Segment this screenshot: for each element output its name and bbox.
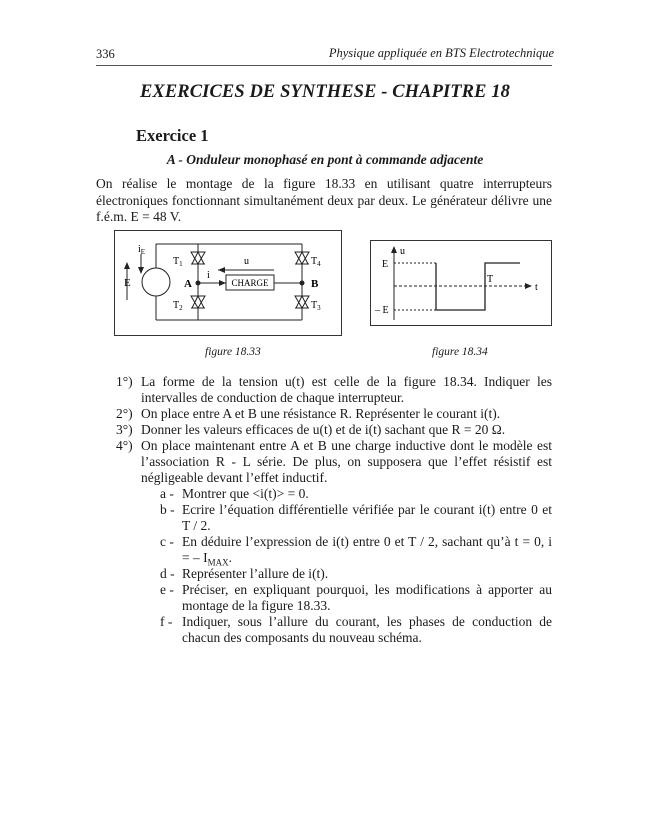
subquestion-letter: d - — [160, 566, 175, 581]
question-text: On place maintenant entre A et B une charge inductive dont le modèle est l’association R - L série. De plus, on supposera que l’effet résistif est négligeable devant l’effet inductif. — [141, 438, 552, 485]
label-u: u — [244, 256, 249, 267]
exercise-heading: Exercice 1 — [136, 126, 209, 145]
circuit-diagram — [114, 230, 342, 336]
switch-T3 — [295, 296, 309, 308]
subquestion-text: Préciser, en expliquant pourquoi, les modifications à apporter au montage de la figure 18.33. — [182, 582, 552, 613]
page-number: 336 — [96, 47, 115, 61]
label-E-level: E — [382, 259, 389, 270]
subquestion-text: Représenter l’allure de i(t). — [182, 566, 329, 581]
caption-figure-18-33: figure 18.33 — [205, 346, 261, 358]
label-u-axis: u — [400, 246, 405, 257]
caption-figure-18-34: figure 18.34 — [432, 346, 488, 358]
subquestion-text: Ecrire l’équation différentielle vérifiée par le courant i(t) entre 0 et T / 2. — [182, 502, 552, 533]
label-i: i — [207, 270, 210, 281]
source-symbol — [142, 268, 170, 296]
question-text: La forme de la tension u(t) est celle de la figure 18.34. Indiquer les intervalles de conduction de chaque interrupteur. — [141, 374, 552, 405]
subquestion-text: Indiquer, sous l’allure du courant, les phases de conduction de chacun des composants du nouveau schéma. — [182, 614, 552, 645]
subquestion-letter: f - — [160, 614, 173, 629]
label-minusE-level: – E — [375, 305, 389, 316]
intro-paragraph: On réalise le montage de la figure 18.33 en utilisant quatre interrupteurs électroniques fonctionnant simultanément deux par deux. Le générateur délivre une f.é.m. E = 48 V. — [96, 176, 552, 224]
subquestion-text: En déduire l’expression de i(t) entre 0 et T / 2, sachant qu’à t = 0, i = – $I_{MAX}$. — [182, 534, 552, 568]
label-A: A — [184, 278, 192, 290]
subquestion-letter: a - — [160, 486, 174, 501]
node-B — [300, 281, 305, 286]
question-text: On place entre A et B une résistance R. Représenter le courant i(t). — [141, 406, 501, 421]
label-t-axis: t — [535, 282, 538, 293]
waveform-graph — [370, 240, 552, 326]
subquestion-letter: e - — [160, 582, 174, 597]
switch-T4 — [295, 252, 309, 264]
label-T-period: T — [487, 274, 494, 285]
question-number: 2°) — [116, 406, 133, 421]
label-E: E — [124, 277, 131, 289]
section-title: A - Onduleur monophasé en pont à commande adjacente — [166, 152, 484, 167]
running-header: Physique appliquée en BTS Electrotechnique — [328, 46, 554, 60]
question-number: 1°) — [116, 374, 133, 389]
switch-T1 — [191, 252, 205, 264]
label-T3: $T_3$ — [311, 300, 321, 312]
switch-T2 — [191, 296, 205, 308]
header-rule — [96, 65, 552, 66]
question-number: 4°) — [116, 438, 133, 453]
subquestion-text: Montrer que <i(t)> = 0. — [182, 486, 309, 501]
label-T1: $T_1$ — [173, 256, 183, 268]
question-text: Donner les valeurs efficaces de u(t) et de i(t) sachant que R = 20 Ω. — [141, 422, 506, 437]
question-number: 3°) — [116, 422, 133, 437]
subquestion-letter: c - — [160, 534, 174, 549]
node-A — [196, 281, 201, 286]
chapter-title: EXERCICES DE SYNTHESE - CHAPITRE 18 — [139, 82, 510, 102]
label-ie: $i_E$ — [138, 244, 146, 256]
label-charge: CHARGE — [231, 278, 269, 288]
subquestion-letter: b - — [160, 502, 175, 517]
label-T4: $T_4$ — [311, 256, 321, 268]
label-T2: $T_2$ — [173, 300, 183, 312]
label-B: B — [311, 278, 319, 290]
